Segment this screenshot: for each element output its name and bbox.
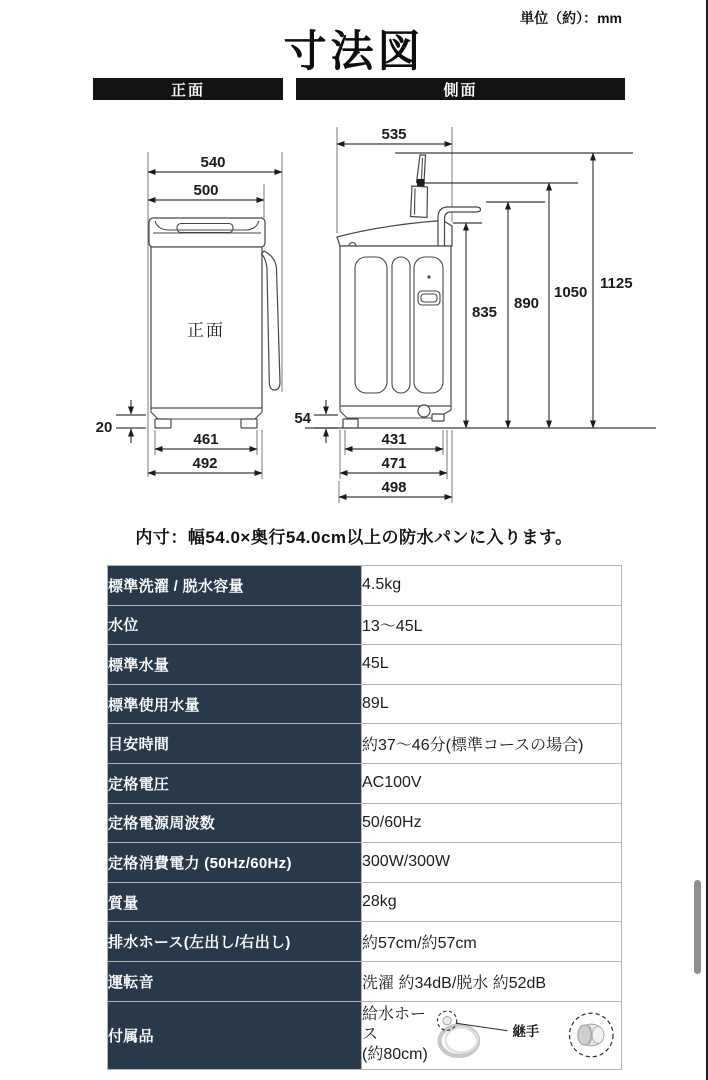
side-dim-431: 431 bbox=[381, 431, 407, 448]
side-dim-471: 471 bbox=[381, 455, 407, 472]
front-dim-500: 500 bbox=[193, 182, 219, 199]
table-row bbox=[108, 803, 622, 843]
spec-label-cell bbox=[108, 763, 362, 803]
spec-label: 定格電源周波数 bbox=[108, 815, 216, 833]
dimension-diagram bbox=[0, 110, 708, 515]
front-body-label: 正面 bbox=[187, 321, 225, 340]
spec-value: 洗濯 約34dB/脱水 約52dB bbox=[362, 974, 547, 992]
table-row bbox=[108, 882, 622, 922]
spec-label: 質量 bbox=[108, 894, 139, 912]
section-bar-side bbox=[296, 78, 625, 100]
spec-label-cell bbox=[108, 724, 362, 764]
spec-label: 定格消費電力 (50Hz/60Hz) bbox=[108, 854, 292, 872]
accessory-illustration bbox=[432, 1005, 621, 1065]
front-dim-540: 540 bbox=[200, 154, 226, 171]
spec-value-cell bbox=[362, 684, 622, 724]
front-dim-20: 20 bbox=[95, 419, 113, 436]
spec-label: 定格電圧 bbox=[108, 775, 170, 793]
spec-value: 300W/300W bbox=[362, 853, 451, 871]
side-view-drawing bbox=[294, 126, 656, 503]
front-dim-492: 492 bbox=[192, 455, 218, 472]
spec-value-cell bbox=[362, 763, 622, 803]
inner-dimension-note: 内寸：幅54.0×奥行54.0cm以上の防水パンに入ります。 bbox=[135, 528, 573, 547]
page-title: 寸法図 bbox=[283, 28, 425, 76]
spec-label-cell bbox=[108, 605, 362, 645]
spec-value: 約37～46分(標準コースの場合) bbox=[362, 737, 584, 755]
spec-label-cell bbox=[108, 961, 362, 1001]
spec-value-cell-accessories bbox=[362, 1001, 622, 1069]
spec-value: 50/60Hz bbox=[362, 813, 422, 831]
spec-label: 目安時間 bbox=[108, 736, 170, 754]
spec-value-cell bbox=[362, 961, 622, 1001]
section-bar-front bbox=[93, 78, 283, 100]
table-row bbox=[108, 684, 622, 724]
table-row bbox=[108, 922, 622, 962]
spec-label-cell bbox=[108, 882, 362, 922]
table-row-accessories bbox=[108, 1001, 622, 1069]
spec-label: 排水ホース(左出し/右出し) bbox=[108, 934, 291, 952]
spec-value-cell bbox=[362, 566, 622, 606]
spec-value-cell bbox=[362, 605, 622, 645]
unit-note: 単位（約）：mm bbox=[520, 10, 622, 26]
side-dim-890: 890 bbox=[514, 295, 540, 312]
spec-label-cell bbox=[108, 843, 362, 883]
spec-value-cell bbox=[362, 803, 622, 843]
hose-size: (約80cm) bbox=[362, 1046, 428, 1064]
spec-label-cell bbox=[108, 684, 362, 724]
spec-label: 標準水量 bbox=[108, 656, 170, 674]
front-dim-461: 461 bbox=[193, 431, 219, 448]
side-dim-498: 498 bbox=[381, 479, 407, 496]
spec-value: 89L bbox=[362, 695, 389, 713]
spec-label: 運転音 bbox=[108, 973, 154, 991]
side-dim-1125: 1125 bbox=[600, 275, 633, 292]
side-dim-1050: 1050 bbox=[554, 284, 588, 301]
front-view-drawing bbox=[96, 152, 282, 479]
side-dim-835: 835 bbox=[472, 304, 498, 321]
spec-value-cell bbox=[362, 882, 622, 922]
spec-label: 標準洗濯 / 脱水容量 bbox=[108, 577, 244, 595]
spec-label-cell bbox=[108, 922, 362, 962]
table-row bbox=[108, 843, 622, 883]
table-row bbox=[108, 645, 622, 685]
spec-value-cell bbox=[362, 724, 622, 764]
side-dim-54: 54 bbox=[294, 410, 311, 427]
spec-value: 45L bbox=[362, 655, 389, 673]
spec-label-cell bbox=[108, 645, 362, 685]
spec-value: AC100V bbox=[362, 774, 422, 792]
table-row bbox=[108, 566, 622, 606]
table-row bbox=[108, 961, 622, 1001]
spec-value: 4.5kg bbox=[362, 576, 402, 594]
accessory-content bbox=[362, 1005, 621, 1065]
spec-table bbox=[107, 565, 622, 1070]
spec-value-cell bbox=[362, 645, 622, 685]
section-bar-front-label: 正面 bbox=[170, 81, 205, 99]
scrollbar-thumb[interactable] bbox=[694, 880, 701, 974]
hose-name: 給水ホース bbox=[362, 1006, 427, 1044]
spec-value: 13～45L bbox=[362, 618, 423, 636]
spec-label: 水位 bbox=[108, 617, 139, 635]
joint-illustration bbox=[570, 1013, 614, 1057]
hose-label bbox=[362, 1005, 428, 1065]
table-row bbox=[108, 724, 622, 764]
spec-label: 標準使用水量 bbox=[108, 696, 200, 714]
side-dim-535: 535 bbox=[381, 126, 407, 143]
spec-label-cell bbox=[108, 1001, 362, 1069]
spec-value: 28kg bbox=[362, 893, 397, 911]
spec-label-cell bbox=[108, 566, 362, 606]
spec-value: 約57cm/約57cm bbox=[362, 935, 477, 953]
spec-value-cell bbox=[362, 843, 622, 883]
section-bar-side-label: 側面 bbox=[443, 81, 478, 99]
spec-value-cell bbox=[362, 922, 622, 962]
joint-name: 継手 bbox=[512, 1023, 540, 1039]
spec-label-cell bbox=[108, 803, 362, 843]
spec-label: 付属品 bbox=[108, 1027, 154, 1045]
table-row bbox=[108, 763, 622, 803]
table-row bbox=[108, 605, 622, 645]
